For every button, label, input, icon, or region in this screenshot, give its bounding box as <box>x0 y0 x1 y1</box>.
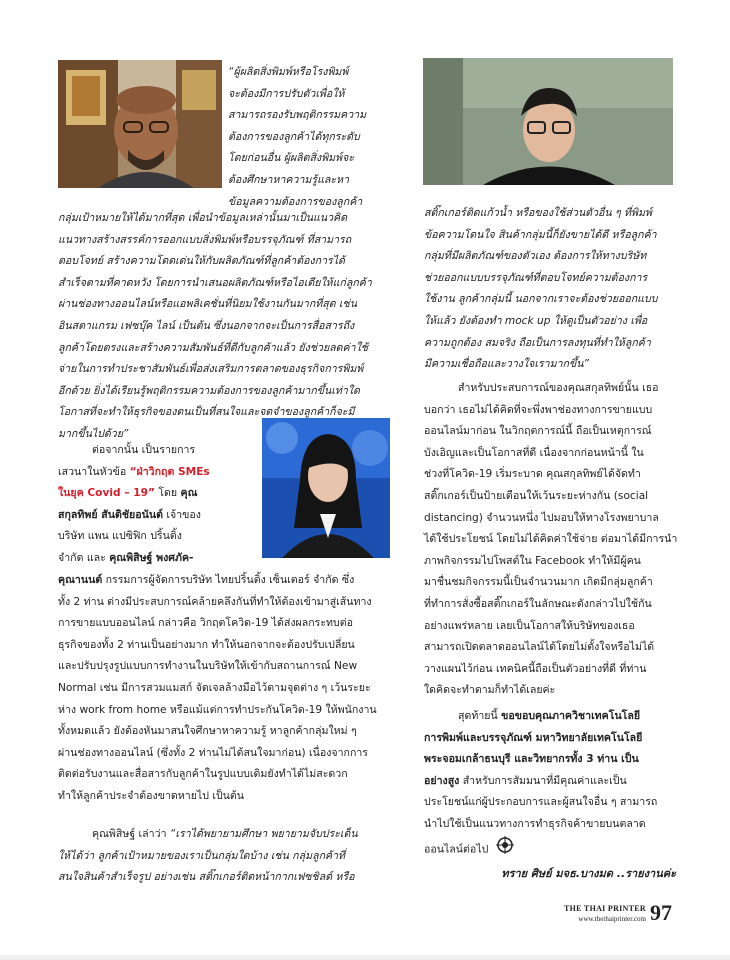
speaker-name: คุณ <box>180 487 198 500</box>
footer-url: www.thethaiprinter.com <box>578 915 646 923</box>
right-quote <box>424 203 676 376</box>
para-line: บอกว่า เธอไม่ได้คิดที่จะพึ่งพาช่องทางการขายแบบ <box>424 403 653 416</box>
closing-bold: อย่างสูง <box>424 774 460 787</box>
closing-line: ประโยชน์แก่ผู้ประกอบการและผู้สนใจอื่น ๆ สามารถ <box>424 796 658 809</box>
quote-line: ผ่านช่องทางออนไลน์หรือแอพลิเคชั่นที่นิยมใช้งานกันมากที่สุด เช่น <box>58 298 357 311</box>
left-pisit <box>58 824 406 889</box>
quote-line: อีกด้วย ยิ่งได้เรียนรู้พฤติกรรมความต้องการของลูกค้ามากขึ้นเท่าใด <box>58 384 360 397</box>
para-line: ที่ทำการสั่งซื้อสติ๊กเกอร์ในลักษณะดังกล่าวไปใช้กัน <box>424 597 652 610</box>
pisit-line: ให้ได้ว่า ลูกค้าเป้าหมายของเราเป็นกลุ่มใดบ้าง เช่น กลุ่มลูกค้าที่ <box>58 849 345 862</box>
para-line: สำหรับประสบการณ์ของคุณสกุลทิพย์นั้น เธอ <box>458 382 659 394</box>
topic-highlight: “ฝ่าวิกฤต SMEs <box>129 465 210 478</box>
intro-line <box>58 483 258 505</box>
quote-line: มีความเชื่อถือและวางใจเรามากขึ้น” <box>424 358 589 371</box>
body-text: กรรมการผู้จัดการบริษัท ไทยปริ้นติ้ง เซ็นเตอร์ จำกัด ซึ่ง <box>105 574 355 586</box>
photo-man-right-image <box>423 58 673 185</box>
intro-text: เจ้าของ <box>166 508 201 521</box>
left-body <box>58 570 406 808</box>
closing-text: สุดท้ายนี้ <box>458 710 498 722</box>
right-para2 <box>424 378 676 702</box>
quote-line: แนวทางสร้างสรรค์การออกแบบสิ่งพิมพ์หรือบรรจุภัณฑ์ ที่สามารถ <box>58 233 352 246</box>
end-mark-icon <box>496 836 514 863</box>
photo-man-left <box>58 60 222 188</box>
body-line <box>58 570 406 592</box>
quote-line: ความถูกต้อง สมจริง ถือเป็นการลงทุนที่ทำให้ลูกค้า <box>424 336 651 349</box>
body-line: ติดต่อรับงานและสื่อสารกับลูกค้าในรูปแบบเดิมยังทำได้ไม่สะดวก <box>58 768 348 781</box>
intro-text: เสวนาในหัวข้อ <box>58 465 127 478</box>
footer <box>520 900 676 930</box>
left-quote-full <box>58 208 406 446</box>
quote-line: โดยก่อนอื่น ผู้ผลิตสิ่งพิมพ์จะ <box>228 152 355 165</box>
quote-line: จ่ายในการทำประชาสัมพันธ์เพื่อส่งเสริมการตลาดของธุรกิจการพิมพ์ <box>58 363 364 376</box>
quote-line: ต้องการของลูกค้าได้ทุกระดับ <box>228 130 360 143</box>
para-line: วางแผนไว้ก่อน เทคนิคนี้ถือเป็นตัวอย่างที่ดี ที่ท่าน <box>424 662 647 675</box>
quote-line: ให้แล้ว ยังต้องทำ mock up ให้ดูเป็นตัวอย่าง เพื่อ <box>424 314 648 327</box>
quote-line: ตอบโจทย์ สร้างความโดดเด่นให้กับผลิตภัณฑ์ที่ลูกค้าต้องการได้ <box>58 255 345 268</box>
quote-line: ข้อความโดนใจ สินค้ากลุ่มนี้ก็ยังขายได้ดี หรือลูกค้า <box>424 228 657 241</box>
closing-bold: ขอขอบคุณภาควิชาเทคโนโลยี <box>501 710 641 722</box>
intro-line: บริษัท แพน แปซิฟิก ปริ้นติ้ง <box>58 530 182 543</box>
para-line: สามารถเปิดตลาดออนไลน์ได้โดยไม่ตั้งใจหรือไม่ได้ <box>424 641 655 654</box>
body-line: และปรับปรุงรูปแบบการทำงานในบริษัทให้เข้ากับสถานการณ์ New <box>58 660 358 673</box>
para-line: อย่างแพร่หลาย เลยเป็นโอกาสให้บริษัทของเธอ <box>424 619 635 632</box>
body-line: การขายแบบออนไลน์ กล่าวคือ วิกฤตโควิด-19 ได้ส่งผลกระทบต่อ <box>58 617 353 630</box>
quote-line: ต้องศึกษาหาความรู้และหา <box>228 173 350 186</box>
quote-line: สามารถรองรับพฤติกรรมความ <box>228 109 367 122</box>
quote-line: สำเร็จตามที่คาดหวัง โดยการนำเสนอผลิตภัณฑ์หรือไอเดียให้แก่ลูกค้า <box>58 276 372 289</box>
pisit-quote: “เราได้พยายามศึกษา พยายามจับประเด็น <box>169 828 358 840</box>
closing-line: พระจอมเกล้าธนบุรี และวิทยากรทั้ง 3 ท่าน เป็น <box>424 753 639 766</box>
closing-text: สำหรับการสัมมนาที่มีคุณค่าและเป็น <box>462 774 627 787</box>
quote-line: มากขึ้นไปด้วย” <box>58 427 129 440</box>
quote-line: จะต้องมีการปรับตัวเพื่อให้ <box>228 87 345 100</box>
footer-magazine: THE THAI PRINTER <box>563 904 646 913</box>
intro-text: จำกัด และ <box>58 551 106 564</box>
quote-line: ช่วยออกแบบบรรจุภัณฑ์ที่ตอบโจทย์ความต้องการ <box>424 271 648 284</box>
body-line: ผ่านช่องทางออนไลน์ (ซึ่งทั้ง 2 ท่านไม่ได้สนใจมาก่อน) เนื่องจากการ <box>58 746 369 759</box>
closing-line <box>424 771 676 793</box>
right-closing <box>424 706 676 862</box>
photo-man-left-image <box>58 60 222 188</box>
body-line: Normal เช่น มีการสวมแมสก์ จัดเจลล้างมือไว้ตามจุดต่าง ๆ เว้นระยะ <box>58 681 371 694</box>
para-line: บังเอิญและเป็นโอกาสที่ดี เนื่องจากก่อนหน้านี้ ใน <box>424 446 644 459</box>
quote-line: “ผู้ผลิตสิ่งพิมพ์หรือโรงพิมพ์ <box>228 66 349 78</box>
closing-line: นำไปใช้เป็นแนวทางการทำธุรกิจค้าขายบนตลาด <box>424 817 646 830</box>
quote-line: ข้อมูลความต้องการของลูกค้า <box>228 195 363 208</box>
speaker-name: สกุลทิพย์ สันติชัยอนันต์ <box>58 508 163 521</box>
intro-line <box>58 548 258 570</box>
para-line: ภาพกิจกรรมไปโพสต์ใน Facebook ทำให้มีผู้คน <box>424 554 641 567</box>
speaker-name: คุณพิสิษฐ์ พงศภัค- <box>109 551 194 564</box>
topic-highlight: ในยุค Covid – 19” <box>58 487 155 500</box>
body-line: ทั้งหมดแล้ว ยังต้องหันมาสนใจศึกษาหาความรู้ หาลูกค้ากลุ่มใหม่ ๆ <box>58 725 357 738</box>
quote-line: กลุ่มที่มีผลิตภัณฑ์ของตัวเอง ต้องการให้ทางบริษัท <box>424 250 647 263</box>
para-line: ได้ใช้ประโยชน์ โดยไม่ได้คิดค่าใช้จ่าย ต่อมาได้มีการนำ <box>424 533 678 546</box>
intro-text: โดย <box>158 487 178 500</box>
intro-line: ต่อจากนั้น เป็นรายการ <box>92 444 196 456</box>
page-bottom-strip <box>0 955 730 960</box>
pisit-line <box>58 824 406 846</box>
para-line: ช่วงที่โควิด-19 เริ่มระบาด คุณสกุลทิพย์ได้จัดทำ <box>424 468 641 481</box>
quote-line: อินสตาแกรม เฟซบุ๊ค ไลน์ เป็นต้น ซึ่งนอกจากจะเป็นการสื่อสารถึง <box>58 319 355 332</box>
pisit-lead: คุณพิสิษฐ์ เล่าว่า <box>92 828 167 840</box>
para-line: ออนไลน์มาก่อน ในวิกฤตการณ์นี้ ถือเป็นเหตุการณ์ <box>424 425 652 438</box>
body-line: ทั้ง 2 ท่าน ต่างมีประสบการณ์คล้ายคลึงกันที่ทำให้ต้องเข้ามาสู่เส้นทาง <box>58 595 372 608</box>
page-number: 97 <box>650 900 672 925</box>
quote-line: สติ๊กเกอร์ติดแก้วน้ำ หรือของใช้ส่วนตัวอื่น ๆ ที่พิมพ์ <box>424 207 652 219</box>
photo-man-right <box>423 58 673 185</box>
quote-line: โอกาสที่จะทำให้ธุรกิจของตนเป็นที่สนใจและจดจำของลูกค้าก็จะมี <box>58 406 355 419</box>
byline: ทราย ศิษย์ มจธ.บางมด ..รายงานค่ะ <box>501 867 676 880</box>
body-line: ทำให้ลูกค้าประจำต้องขาดหายไป เป็นต้น <box>58 789 245 802</box>
para-line: ใดคิดจะทำตามก็ทำได้เลยค่ะ <box>424 684 556 697</box>
intro-line <box>58 505 258 527</box>
quote-line: ใช้งาน ลูกค้ากลุ่มนี้ นอกจากเราจะต้องช่วยออกแบบ <box>424 293 658 306</box>
closing-line <box>424 836 676 863</box>
para-line: distancing) จำนวนหนึ่ง ไปมอบให้ทางโรงพยาบาล <box>424 511 659 524</box>
pisit-line: สนใจสินค้าสำเร็จรูป อย่างเช่น สติ๊กเกอร์ติดหน้ากากเฟซชิลด์ หรือ <box>58 871 355 884</box>
speaker-name: คุณานนต์ <box>58 574 103 586</box>
body-line: ธุรกิจของทั้ง 2 ท่านเป็นอย่างมาก ทำให้นอกจากจะต้องปรับเปลี่ยน <box>58 638 355 651</box>
para-line: มาชื่นชมกิจกรรมนี้เป็นจำนวนมาก เกิดมีกลุ่มลูกค้า <box>424 576 653 589</box>
left-intro-narrow <box>58 440 258 570</box>
para-line: สติ๊กเกอร์เป็นป้ายเตือนให้เว้นระยะห่างกัน (social <box>424 489 649 502</box>
closing-text: ออนไลน์ต่อไป <box>424 842 489 855</box>
body-line: ห่าง work from home หรือแม้แต่การทำประกันโควิด-19 ให้พนักงาน <box>58 703 377 716</box>
closing-line <box>424 706 676 728</box>
closing-line: การพิมพ์และบรรจุภัณฑ์ มหาวิทยาลัยเทคโนโลยี <box>424 731 643 744</box>
quote-line: กลุ่มเป้าหมายให้ได้มากที่สุด เพื่อนำข้อมูลเหล่านั้นมาเป็นแนวคิด <box>58 212 347 224</box>
intro-line <box>58 462 258 484</box>
left-quote-narrow <box>228 62 404 213</box>
quote-line: ลูกค้าโดยตรงและสร้างความสัมพันธ์ที่ดีกับลูกค้าแล้ว ยังช่วยลดค่าใช้ <box>58 341 368 354</box>
